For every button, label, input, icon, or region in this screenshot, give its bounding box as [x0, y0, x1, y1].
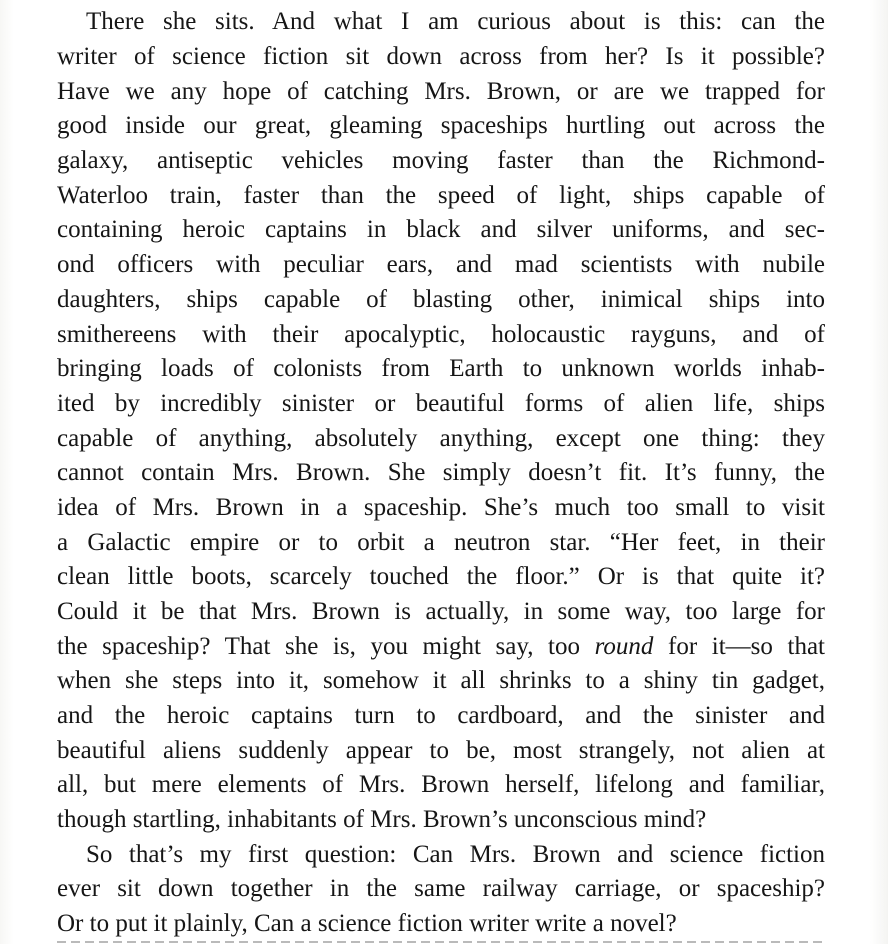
text-line: and the heroic captains turn to cardboard, and the sinister and [57, 702, 825, 729]
text-line: writer of science fiction sit down across from her? Is it possible? [57, 43, 825, 70]
text-line [57, 629, 825, 664]
text-line: So that’s my first question: Can Mrs. Brown and science fiction [86, 841, 825, 868]
text-segment: for it—so that [653, 633, 825, 660]
text-line: Waterloo train, faster than the speed of light, ships capable of [57, 182, 825, 209]
text-line: though startling, inhabitants of Mrs. Brown’s unconscious mind? [57, 806, 707, 833]
text-line: Have we any hope of catching Mrs. Brown, or are we trapped for [57, 78, 825, 105]
text-line: a Galactic empire or to orbit a neutron star. “Her feet, in their [57, 529, 825, 556]
text-line: daughters, ships capable of blasting other, inimical ships into [57, 286, 825, 313]
text-line: Could it be that Mrs. Brown is actually, in some way, too large for [57, 598, 825, 625]
text-line: capable of anything, absolutely anything, except one thing: they [57, 425, 825, 452]
text-line: clean little boots, scarcely touched the floor.” Or is that quite it? [57, 563, 825, 590]
text-line: smithereens with their apocalyptic, holocaustic rayguns, and of [57, 321, 825, 348]
cut-off-glyph-tops [57, 941, 825, 943]
italic-word: round [594, 633, 654, 660]
text-segment: the spaceship? That she is, you might say, too [57, 633, 595, 660]
text-line: There she sits. And what I am curious about is this: can the [86, 8, 825, 35]
text-line: idea of Mrs. Brown in a spaceship. She’s much too small to visit [57, 494, 825, 521]
text-line: beautiful aliens suddenly appear to be, most strangely, not alien at [57, 737, 825, 764]
cut-off-next-line [57, 936, 825, 944]
text-line: ited by incredibly sinister or beautiful forms of alien life, ships [57, 390, 825, 417]
text-line: good inside our great, gleaming spaceships hurtling out across the [57, 112, 825, 139]
text-line: ever sit down together in the same railway carriage, or spaceship? [57, 875, 825, 902]
text-line: cannot contain Mrs. Brown. She simply doesn’t fit. It’s funny, the [57, 459, 825, 486]
text-line: ond officers with peculiar ears, and mad scientists with nubile [57, 251, 825, 278]
text-line: all, but mere elements of Mrs. Brown herself, lifelong and familiar, [57, 771, 825, 798]
text-line: galaxy, antiseptic vehicles moving faster than the Richmond- [57, 147, 825, 174]
text-line: Or to put it plainly, Can a science fiction writer write a novel? [57, 910, 677, 937]
text-line: when she steps into it, somehow it all shrinks to a shiny tin gadget, [57, 667, 825, 694]
text-line: containing heroic captains in black and silver uniforms, and sec- [57, 216, 825, 243]
text-line: bringing loads of colonists from Earth to unknown worlds inhab- [57, 355, 825, 382]
